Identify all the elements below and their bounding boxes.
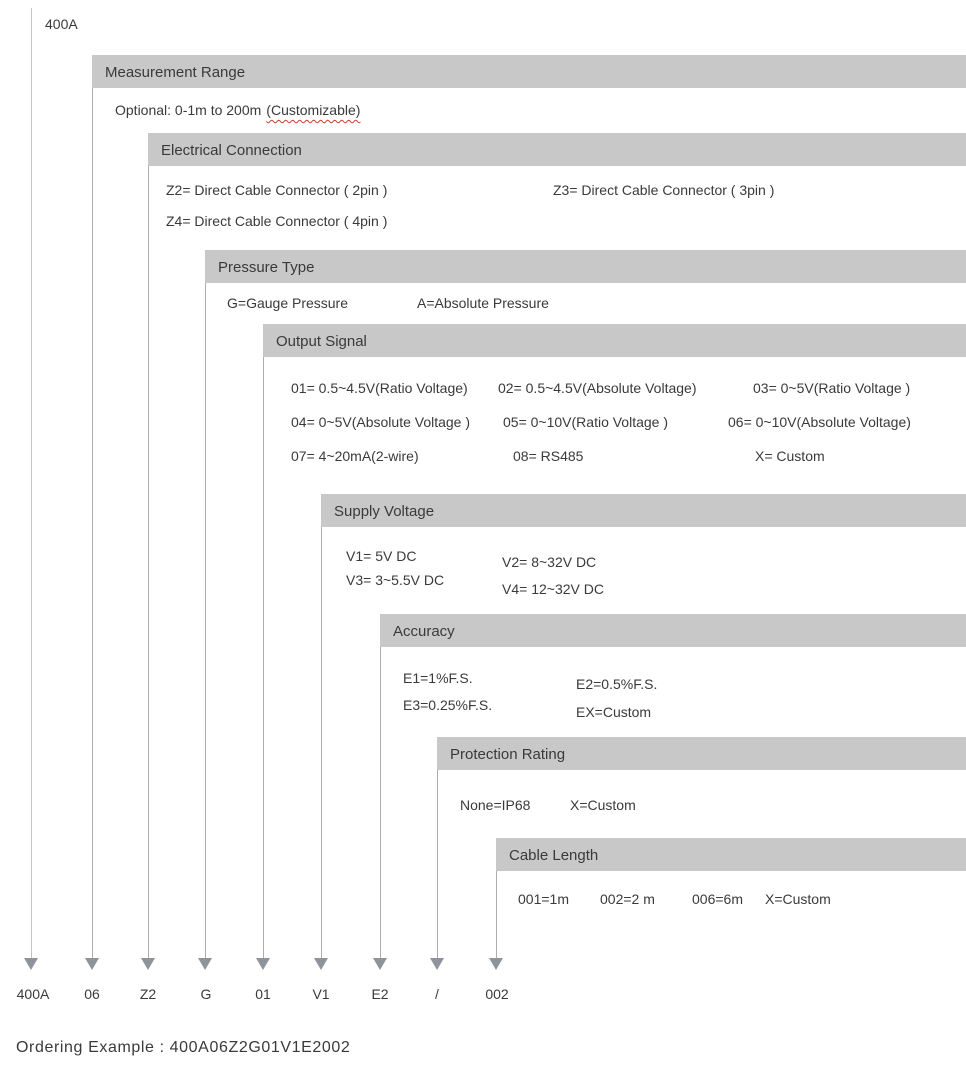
- ordering-example: Ordering Example : 400A06Z2G01V1E2002: [16, 1039, 351, 1056]
- option-v4: V4= 12~32V DC: [502, 581, 604, 597]
- code-segment-range: 06: [84, 986, 100, 1002]
- option-cable-001: 001=1m: [518, 891, 569, 907]
- code-segment-accuracy: E2: [371, 986, 389, 1002]
- section-title-electrical-connection: Electrical Connection: [161, 142, 302, 159]
- arrow-down-icon: [373, 958, 387, 970]
- section-title-output-signal: Output Signal: [276, 333, 367, 350]
- option-cable-002: 002=2 m: [600, 891, 655, 907]
- section-bar-supply-voltage: [321, 494, 966, 527]
- option-output-x: X= Custom: [755, 448, 825, 464]
- arrow-down-icon: [314, 958, 328, 970]
- section-bar-pressure-type: [205, 250, 966, 283]
- section-title-pressure-type: Pressure Type: [218, 259, 315, 276]
- option-e3: E3=0.25%F.S.: [403, 697, 493, 713]
- tree-line-root: [31, 8, 32, 960]
- code-segment-cable: 002: [485, 986, 509, 1002]
- option-output-06: 06= 0~10V(Absolute Voltage): [728, 414, 911, 430]
- tree-line-protection-rating: [437, 770, 438, 960]
- section-title-protection-rating: Protection Rating: [450, 746, 566, 763]
- tree-line-cable-length: [496, 871, 497, 960]
- tree-line-supply-voltage: [321, 527, 322, 960]
- arrow-down-icon: [24, 958, 38, 970]
- option-measurement-range-text: Optional: 0-1m to 200m: [115, 102, 262, 118]
- option-z3: Z3= Direct Cable Connector ( 3pin ): [553, 182, 775, 198]
- arrow-down-icon: [489, 958, 503, 970]
- tree-line-electrical-connection: [148, 166, 149, 960]
- option-v1: V1= 5V DC: [346, 548, 417, 564]
- section-title-supply-voltage: Supply Voltage: [334, 503, 435, 520]
- arrow-down-icon: [198, 958, 212, 970]
- section-title-accuracy: Accuracy: [393, 623, 455, 640]
- section-title-cable-length: Cable Length: [509, 847, 599, 864]
- tree-line-accuracy: [380, 647, 381, 960]
- code-segment-connection: Z2: [139, 986, 157, 1002]
- option-output-07: 07= 4~20mA(2-wire): [291, 448, 419, 464]
- option-v2: V2= 8~32V DC: [502, 554, 597, 570]
- option-output-01: 01= 0.5~4.5V(Ratio Voltage): [291, 380, 468, 396]
- arrow-down-icon: [256, 958, 270, 970]
- section-bar-cable-length: [496, 838, 966, 871]
- tree-line-measurement-range: [92, 88, 93, 960]
- option-absolute-pressure: A=Absolute Pressure: [417, 295, 549, 311]
- section-bar-electrical-connection: [148, 133, 966, 166]
- option-e1: E1=1%F.S.: [403, 670, 473, 686]
- option-gauge-pressure: G=Gauge Pressure: [227, 295, 349, 311]
- option-z4: Z4= Direct Cable Connector ( 4pin ): [166, 213, 388, 229]
- tree-line-pressure-type: [205, 283, 206, 960]
- option-protection-custom: X=Custom: [570, 797, 636, 813]
- option-output-05: 05= 0~10V(Ratio Voltage ): [503, 414, 669, 430]
- option-e2: E2=0.5%F.S.: [576, 676, 658, 692]
- option-output-04: 04= 0~5V(Absolute Voltage ): [291, 414, 471, 430]
- section-title-measurement-range: Measurement Range: [105, 64, 246, 81]
- option-ip68: None=IP68: [460, 797, 531, 813]
- option-output-02: 02= 0.5~4.5V(Absolute Voltage): [498, 380, 697, 396]
- option-cable-custom: X=Custom: [765, 891, 831, 907]
- option-output-08: 08= RS485: [513, 448, 584, 464]
- option-z2: Z2= Direct Cable Connector ( 2pin ): [166, 182, 388, 198]
- section-bar-output-signal: [263, 324, 966, 357]
- arrow-down-icon: [430, 958, 444, 970]
- option-output-03: 03= 0~5V(Ratio Voltage ): [753, 380, 911, 396]
- code-segment-pressure: G: [200, 986, 212, 1002]
- section-bar-accuracy: [380, 614, 966, 647]
- arrow-down-icon: [85, 958, 99, 970]
- option-measurement-range: [115, 102, 360, 119]
- code-segment-output: 01: [255, 986, 271, 1002]
- section-bar-measurement-range: [92, 55, 966, 88]
- option-v3: V3= 3~5.5V DC: [346, 572, 445, 588]
- tree-line-output-signal: [263, 357, 264, 960]
- arrow-down-icon: [141, 958, 155, 970]
- code-segment-separator: /: [435, 986, 439, 1002]
- code-segment-voltage: V1: [312, 986, 330, 1002]
- option-ex: EX=Custom: [576, 704, 652, 720]
- root-model-code: 400A: [45, 16, 78, 32]
- section-bar-protection-rating: [437, 737, 966, 770]
- option-cable-006: 006=6m: [692, 891, 743, 907]
- option-measurement-range-customizable: (Customizable): [266, 102, 361, 118]
- code-segment-model: 400A: [16, 986, 50, 1002]
